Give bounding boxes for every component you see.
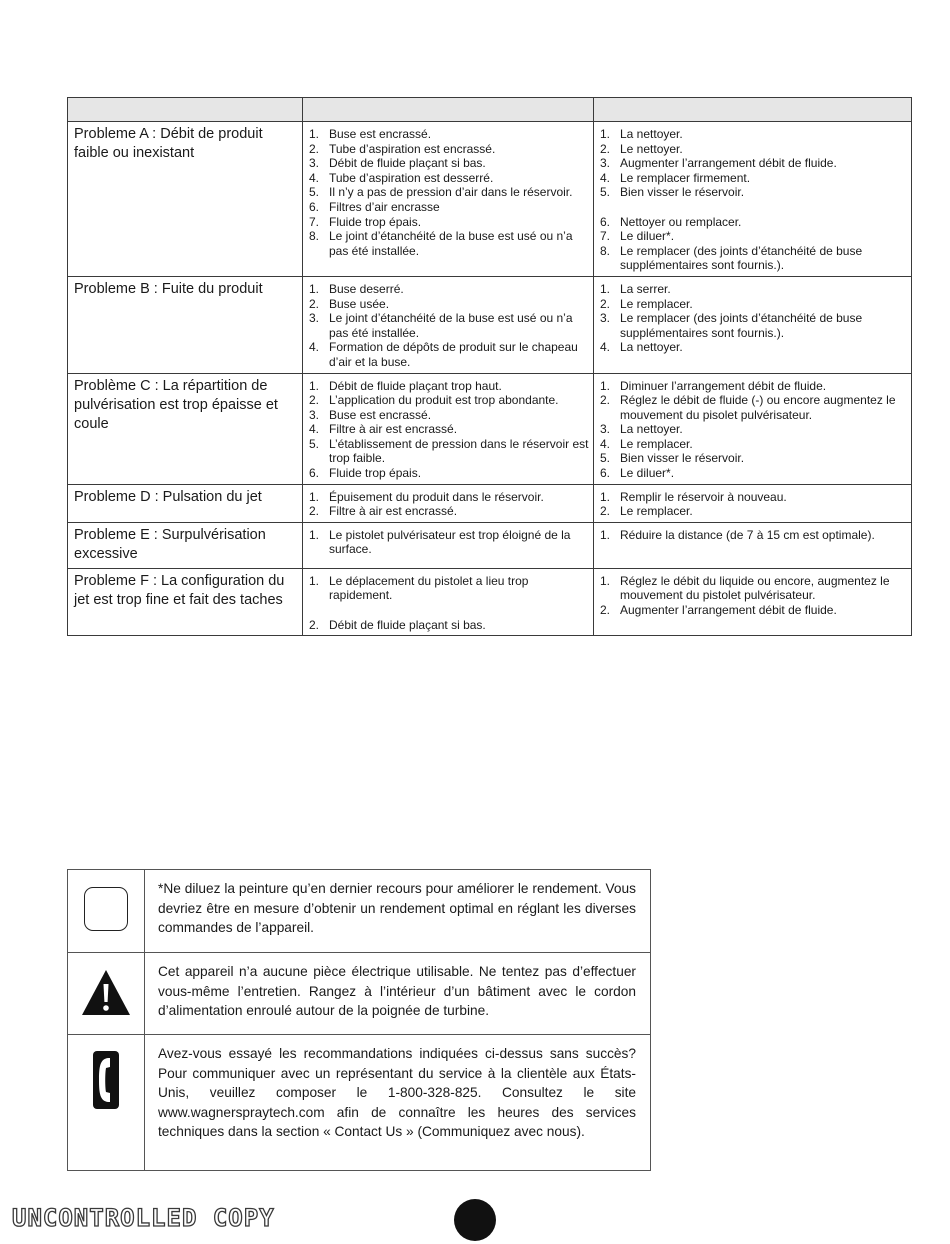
list-item <box>309 297 589 312</box>
list-item-text: Le nettoyer. <box>620 141 683 156</box>
problem-cell: Probleme F : La configuration du jet est trop fine et fait des taches <box>68 568 303 635</box>
notice-table <box>67 869 651 1171</box>
cause-cell <box>303 484 594 522</box>
header-cause <box>303 98 594 122</box>
table-row <box>68 522 912 568</box>
list-item-number: 2. <box>309 296 320 311</box>
list-item-text: Le diluer*. <box>620 466 675 481</box>
list-item-number: 1. <box>600 127 611 141</box>
list-item-text: Bien visser le réservoir. <box>620 185 745 200</box>
list-item <box>309 574 589 603</box>
list-item-text: L’établissement de pression dans le réservoir est trop faible. <box>329 436 589 466</box>
list-item-text: Débit de fluide plaçant trop haut. <box>329 378 502 393</box>
list-item-text: Le pistolet pulvérisateur est trop éloigné de la surface. <box>329 527 571 557</box>
list-item-number: 2. <box>309 393 320 408</box>
list-item <box>309 171 589 186</box>
table-row <box>68 373 912 484</box>
list-item-text: Le remplacer (des joints d’étanchéité de buse supplémentaires sont fournis.). <box>620 311 863 340</box>
problem-cell: Probleme E : Surpulvérisation excessive <box>68 522 303 568</box>
problem-cell: Probleme B : Fuite du produit <box>68 276 303 373</box>
header-problem <box>68 98 303 122</box>
list-item-number: 6. <box>600 466 611 481</box>
list-item <box>309 215 589 230</box>
solution-cell <box>594 122 912 277</box>
notice-text: Cet appareil n’a aucune pièce électrique utilisable. Ne tentez pas d’effectuer vous-même l’entretien. Rangez à l’intérieur d’un bâtiment avec le cordon d’alimentation enroulé autour de la poignée de turbine. <box>145 953 651 1035</box>
list-item-text: Épuisement du produit dans le réservoir. <box>329 489 544 504</box>
list-item-number: 4. <box>600 436 611 451</box>
list-item <box>600 185 907 200</box>
table-row <box>68 122 912 277</box>
list-item-number: 3. <box>600 311 611 326</box>
list-item-number: 1. <box>309 127 320 141</box>
list-item-number: 3. <box>309 156 320 171</box>
list-item <box>600 171 907 186</box>
troubleshooting-table <box>67 97 912 636</box>
list-item-text: Augmenter l’arrangement débit de fluide. <box>620 156 837 171</box>
list-item-text: Le remplacer. <box>620 436 693 451</box>
list-item <box>600 603 907 618</box>
list-item <box>600 340 907 355</box>
notice-text: *Ne diluez la peinture qu’en dernier recours pour améliorer le rendement. Vous devriez être en mesure d’obtenir un rendement optimal en réglant les diverses commandes de l’appareil. <box>145 870 651 953</box>
list-item-text: Il n’y a pas de pression d’air dans le réservoir. <box>329 185 573 200</box>
list-item-number: 6. <box>600 214 611 229</box>
list-item-text: Réglez le débit du liquide ou encore, augmentez le mouvement du pistolet pulvérisateur. <box>620 573 890 603</box>
list-item-number: 1. <box>309 527 320 542</box>
table-row <box>68 484 912 522</box>
list-item <box>309 618 589 633</box>
notice-text: Avez-vous essayé les recommandations indiquées ci-dessus sans succès? Pour communiquer avec un représentant du service à la clientèle aux États-Unis, veuillez composer le 1-800-328-825. Consultez le site www.wagnerspraytech.com afin de connaître les heures des services techniques dans la section « Contact Us » (Communiquez avec nous). <box>145 1035 651 1171</box>
list-item-number: 1. <box>309 281 320 296</box>
solution-cell <box>594 522 912 568</box>
problem-cell: Probleme A : Débit de produit faible ou inexistant <box>68 122 303 277</box>
list-item <box>600 490 907 505</box>
list-item-text: Le déplacement du pistolet a lieu trop rapidement. <box>329 573 529 603</box>
list-item <box>309 229 589 258</box>
table-row <box>68 276 912 373</box>
table-row <box>68 568 912 635</box>
list-item <box>309 504 589 519</box>
list-item-text: Augmenter l’arrangement débit de fluide. <box>620 603 837 618</box>
list-item-number: 2. <box>600 141 611 156</box>
solution-list <box>594 485 911 522</box>
list-item-text: Le remplacer. <box>620 504 693 519</box>
list-item-number: 6. <box>309 466 320 481</box>
list-item-text: Réglez le débit de fluide (-) ou encore augmentez le mouvement du pisolet pulvérisateur. <box>620 393 896 422</box>
list-item-number: 5. <box>600 185 611 200</box>
note-box-icon <box>84 887 128 931</box>
list-item-text: Formation de dépôts de produit sur le chapeau d’air et la buse. <box>329 340 578 369</box>
list-item-text: Filtre à air est encrassé. <box>329 422 458 437</box>
solution-cell <box>594 276 912 373</box>
list-item <box>309 282 589 297</box>
list-item-number: 4. <box>309 340 320 355</box>
list-item <box>309 437 589 466</box>
cause-cell <box>303 122 594 277</box>
list-item-number: 1. <box>309 378 320 393</box>
list-item-text: Le joint d’étanchéité de la buse est usé ou n’a pas été installée. <box>329 311 573 340</box>
solution-list <box>594 277 911 358</box>
list-item-number: 7. <box>309 214 320 229</box>
list-item-number: 2. <box>600 296 611 311</box>
warning-icon <box>80 968 132 1018</box>
list-item-text: Débit de fluide plaçant si bas. <box>329 617 486 632</box>
list-item-number: 3. <box>309 407 320 422</box>
list-item-text: Tube d’aspiration est encrassé. <box>329 141 496 156</box>
list-item-text: Filtres d’air encrasse <box>329 199 440 214</box>
list-item-text: La nettoyer. <box>620 127 683 141</box>
list-item-text: La serrer. <box>620 281 671 296</box>
list-item-text: Buse deserré. <box>329 281 404 296</box>
notice-row <box>68 1035 651 1171</box>
list-item <box>309 528 589 557</box>
notice-row <box>68 870 651 953</box>
list-item <box>309 379 589 394</box>
list-item-text: Tube d’aspiration est desserré. <box>329 170 494 185</box>
phone-icon <box>91 1049 121 1111</box>
page-marker-dot <box>454 1199 496 1241</box>
list-item-number: 4. <box>309 170 320 185</box>
list-item-text: Buse est encrassé. <box>329 127 432 141</box>
cause-cell <box>303 276 594 373</box>
list-item-text: Le remplacer (des joints d’étanchéité de buse supplémentaires sont fournis.). <box>620 243 863 273</box>
list-item <box>600 451 907 466</box>
list-item <box>309 127 589 142</box>
list-item-text: La nettoyer. <box>620 422 683 437</box>
solution-cell <box>594 484 912 522</box>
solution-list <box>594 122 911 276</box>
list-item <box>600 142 907 157</box>
list-item-number: 2. <box>600 504 611 519</box>
list-item-number: 8. <box>600 243 611 258</box>
header-solution <box>594 98 912 122</box>
solution-list <box>594 374 911 484</box>
list-item-number: 1. <box>309 573 320 588</box>
uncontrolled-copy-watermark: UNCONTROLLED COPY <box>12 1204 275 1232</box>
list-item-number: 5. <box>309 436 320 451</box>
list-item <box>600 422 907 437</box>
list-item-text: Buse est encrassé. <box>329 407 432 422</box>
list-item-text: Diminuer l’arrangement débit de fluide. <box>620 378 827 393</box>
list-item <box>309 142 589 157</box>
table-header-row <box>68 98 912 122</box>
list-item <box>600 229 907 244</box>
list-item <box>309 393 589 408</box>
list-item-number: 8. <box>309 229 320 244</box>
solution-list <box>594 523 911 546</box>
list-item-number: 3. <box>309 311 320 326</box>
list-item <box>600 466 907 481</box>
solution-list <box>594 569 911 621</box>
cause-list <box>303 374 593 484</box>
problem-cell: Probleme D : Pulsation du jet <box>68 484 303 522</box>
list-item <box>309 340 589 369</box>
list-item-text: Le remplacer firmement. <box>620 170 751 185</box>
list-item-text: Remplir le réservoir à nouveau. <box>620 489 787 504</box>
list-item-number: 4. <box>600 170 611 185</box>
list-item <box>600 437 907 452</box>
list-item-number: 4. <box>309 422 320 437</box>
list-item <box>309 490 589 505</box>
list-item-number: 5. <box>309 185 320 200</box>
solution-cell <box>594 568 912 635</box>
list-item <box>309 185 589 200</box>
list-item-number: 1. <box>600 378 611 393</box>
solution-cell <box>594 373 912 484</box>
cause-cell <box>303 568 594 635</box>
list-item <box>309 422 589 437</box>
list-item <box>309 311 589 340</box>
list-item <box>600 311 907 340</box>
list-item-text: Le remplacer. <box>620 296 693 311</box>
cause-cell <box>303 373 594 484</box>
notice-row <box>68 953 651 1035</box>
list-item <box>600 504 907 519</box>
list-item <box>600 574 907 603</box>
list-item-text: L’application du produit est trop abondante. <box>329 393 559 408</box>
list-item-number: 3. <box>600 422 611 437</box>
list-item-number: 6. <box>309 199 320 214</box>
list-item <box>309 466 589 481</box>
list-item-number: 3. <box>600 156 611 171</box>
list-item <box>600 379 907 394</box>
cause-cell <box>303 522 594 568</box>
list-item-number: 2. <box>309 504 320 519</box>
list-item-number: 1. <box>600 573 611 588</box>
list-item-number: 1. <box>600 489 611 504</box>
list-item-number: 2. <box>309 617 320 632</box>
list-item <box>600 215 907 230</box>
cause-list <box>303 569 593 635</box>
list-item-text: Nettoyer ou remplacer. <box>620 214 742 229</box>
list-item <box>309 200 589 215</box>
cause-list <box>303 277 593 373</box>
list-item-text: Le diluer*. <box>620 229 675 244</box>
list-item-text: Bien visser le réservoir. <box>620 451 745 466</box>
cause-list <box>303 122 593 261</box>
list-item-text: Filtre à air est encrassé. <box>329 504 458 519</box>
list-item-number: 7. <box>600 229 611 244</box>
list-item-number: 1. <box>309 489 320 504</box>
list-item-text: Buse usée. <box>329 296 390 311</box>
list-item-number: 2. <box>600 603 611 618</box>
list-item <box>600 127 907 142</box>
table-body <box>68 122 912 636</box>
list-item-text: Débit de fluide plaçant si bas. <box>329 156 486 171</box>
list-item-number: 2. <box>309 141 320 156</box>
list-item <box>309 408 589 423</box>
cause-list <box>303 485 593 522</box>
list-item <box>600 393 907 422</box>
list-item <box>600 297 907 312</box>
list-item-number: 1. <box>600 527 611 542</box>
cause-list <box>303 523 593 560</box>
list-item <box>600 282 907 297</box>
list-item-number: 4. <box>600 340 611 355</box>
list-item-text: Le joint d’étanchéité de la buse est usé ou n’a pas été installée. <box>329 229 573 258</box>
list-item <box>600 244 907 273</box>
list-item-number: 2. <box>600 393 611 408</box>
list-item-text: Fluide trop épais. <box>329 466 422 481</box>
list-item-number: 5. <box>600 451 611 466</box>
list-item-text: La nettoyer. <box>620 340 683 355</box>
problem-cell: Problème C : La répartition de pulvérisation est trop épaisse et coule <box>68 373 303 484</box>
list-item <box>600 528 907 543</box>
list-item-text: Réduire la distance (de 7 à 15 cm est optimale). <box>620 527 875 542</box>
list-item <box>600 156 907 171</box>
list-item-text: Fluide trop épais. <box>329 214 422 229</box>
list-item-number: 1. <box>600 281 611 296</box>
list-item <box>309 156 589 171</box>
